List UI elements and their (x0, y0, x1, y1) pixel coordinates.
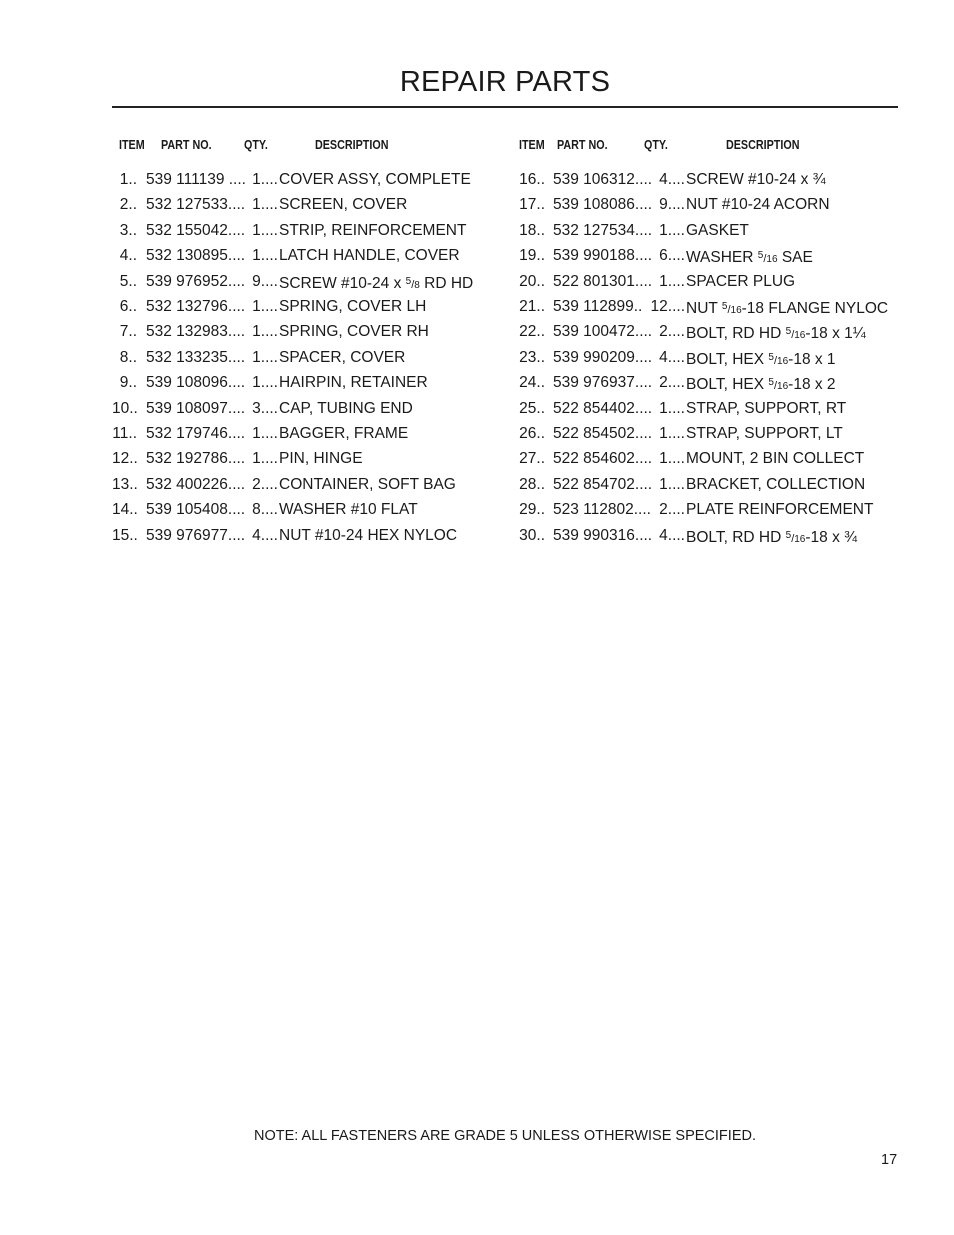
part-number: 539 108096.... (146, 374, 246, 392)
item-number: 29.. (519, 501, 545, 519)
part-number: 522 854602.... (553, 450, 653, 468)
item-number: 25.. (519, 399, 545, 417)
fraction-slash: / (773, 354, 778, 367)
part-number: 522 854402.... (553, 399, 653, 417)
page-number: 17 (881, 1152, 898, 1168)
description (686, 296, 888, 322)
quantity: 1.... (252, 221, 278, 239)
item-number: 27.. (519, 450, 545, 468)
item-number: 11.. (112, 425, 137, 442)
header-description: DESCRIPTION (726, 138, 800, 152)
quantity: 4.... (659, 526, 685, 544)
description: LATCH HANDLE, COVER (279, 247, 460, 265)
header-part-no: PART NO. (161, 138, 212, 152)
fraction-slash: / (773, 380, 778, 393)
description-text: -18 FLANGE NYLOC (741, 300, 889, 317)
quantity: 8.... (252, 501, 278, 519)
item-number: 18.. (519, 221, 545, 239)
item-number: 4.. (119, 247, 137, 265)
description (279, 271, 473, 297)
part-number: 522 801301.... (553, 272, 653, 290)
quantity: 1.... (252, 348, 278, 366)
fraction-denominator: 16 (766, 254, 778, 266)
part-number: 539 108086.... (553, 196, 653, 214)
description (686, 245, 813, 271)
part-number: 539 976977.... (146, 526, 246, 544)
fraction-slash: / (411, 278, 415, 291)
quantity: 1.... (659, 425, 685, 442)
quantity: 1.... (659, 475, 685, 493)
fraction-slash: / (727, 304, 731, 316)
fraction-denominator: 16 (794, 533, 806, 545)
quantity: 2.... (659, 501, 685, 519)
description: SPRING, COVER LH (279, 298, 427, 315)
description-text: WASHER (686, 249, 758, 267)
part-number: 539 990188.... (553, 247, 653, 265)
part-number: 522 854702.... (553, 475, 653, 493)
fraction (406, 275, 420, 292)
description-text: -18 x ¾ (805, 528, 858, 546)
fraction (768, 376, 788, 393)
description: SCREW #10-24 x ¾ (686, 171, 826, 188)
part-number: 539 108097.... (146, 399, 246, 417)
description-text: SCREW #10-24 x (279, 274, 406, 292)
description: NUT #10-24 HEX NYLOC (279, 526, 458, 544)
quantity: 3.... (252, 399, 278, 417)
header-part-no: PART NO. (557, 138, 608, 152)
fraction (786, 325, 806, 342)
part-number: 532 400226.... (146, 475, 246, 493)
quantity: 1.... (659, 450, 685, 468)
item-number: 7.. (119, 323, 137, 341)
description: STRIP, REINFORCEMENT (279, 221, 467, 239)
description: HAIRPIN, RETAINER (279, 374, 428, 392)
item-number: 1.. (119, 171, 137, 188)
description: NUT #10-24 ACORN (686, 196, 830, 214)
description: BRACKET, COLLECTION (686, 475, 866, 493)
description: PIN, HINGE (279, 450, 363, 468)
fraction-slash: / (791, 329, 795, 342)
quantity: 6.... (659, 247, 685, 265)
fraction (768, 351, 788, 368)
description: MOUNT, 2 BIN COLLECT (686, 450, 865, 468)
quantity: 1.... (659, 221, 685, 239)
part-number: 532 192786.... (146, 450, 246, 468)
description-text: RD HD (419, 274, 474, 292)
description: CAP, TUBING END (279, 399, 413, 417)
description (686, 347, 836, 373)
item-number: 12.. (112, 450, 138, 468)
item-number: 20.. (519, 272, 545, 290)
item-number: 5.. (119, 272, 137, 290)
description (686, 321, 866, 347)
fraction-numerator: 5 (768, 351, 774, 363)
part-number: 539 106312.... (553, 171, 653, 188)
item-number: 21.. (519, 298, 545, 315)
header-qty: QTY. (244, 138, 268, 152)
fraction-numerator: 5 (785, 326, 792, 338)
description: WASHER #10 FLAT (279, 501, 418, 519)
quantity: 1.... (252, 374, 278, 392)
description: SPACER, COVER (279, 348, 406, 366)
part-number: 539 990209.... (553, 348, 653, 366)
description-text: -18 x 2 (788, 376, 836, 394)
item-number: 3.. (119, 221, 137, 239)
description: SPRING, COVER RH (279, 323, 429, 341)
fraction (786, 529, 806, 546)
part-number: 532 132983.... (146, 323, 246, 341)
quantity: 9.... (659, 196, 685, 214)
quantity: 1.... (252, 323, 278, 341)
quantity: 1.... (252, 298, 278, 315)
item-number: 15.. (112, 526, 138, 544)
quantity: 4.... (659, 348, 685, 366)
header-qty: QTY. (644, 138, 668, 152)
part-number: 539 976952.... (146, 272, 246, 290)
part-number: 532 127534.... (553, 221, 653, 239)
fraction-numerator: 5 (785, 529, 792, 541)
description: CONTAINER, SOFT BAG (279, 475, 456, 493)
fraction-denominator: 16 (730, 305, 742, 316)
item-number: 28.. (519, 475, 545, 493)
part-number: 523 112802.... (553, 501, 651, 519)
item-number: 23.. (519, 348, 545, 366)
item-number: 17.. (519, 196, 545, 214)
fraction-denominator: 8 (414, 279, 420, 291)
description: SCREEN, COVER (279, 196, 408, 214)
item-number: 2.. (119, 196, 137, 214)
description: SPACER PLUG (686, 272, 796, 290)
description: STRAP, SUPPORT, RT (686, 399, 847, 417)
description: BAGGER, FRAME (279, 425, 409, 442)
fraction-numerator: 5 (721, 301, 728, 312)
description: PLATE REINFORCEMENT (686, 501, 874, 519)
description-text: BOLT, RD HD (686, 325, 786, 343)
part-number: 532 127533.... (146, 196, 246, 214)
quantity: 2.... (659, 374, 685, 392)
part-number: 532 155042.... (146, 221, 246, 239)
header-item: ITEM (519, 138, 545, 152)
part-number: 539 112899.. (553, 298, 643, 315)
title-divider (112, 106, 898, 108)
quantity: 2.... (659, 323, 685, 341)
item-number: 19.. (519, 247, 545, 265)
description-text: NUT (686, 300, 722, 317)
quantity: 1.... (659, 399, 685, 417)
description (686, 525, 857, 551)
item-number: 9.. (119, 374, 137, 392)
fraction-slash: / (763, 253, 767, 266)
header-description: DESCRIPTION (315, 138, 389, 152)
fraction (722, 300, 742, 317)
header-item: ITEM (119, 138, 145, 152)
fraction-numerator: 5 (405, 275, 412, 287)
description: COVER ASSY, COMPLETE (279, 171, 471, 188)
fraction-slash: / (791, 532, 795, 545)
quantity: 12.... (650, 298, 685, 315)
part-number: 539 100472.... (553, 323, 653, 341)
part-number: 532 132796.... (146, 298, 246, 315)
quantity: 1.... (252, 171, 278, 188)
part-number: 522 854502.... (553, 425, 653, 442)
part-number: 532 179746.... (146, 425, 246, 442)
description-text: BOLT, HEX (686, 350, 769, 368)
page-title: REPAIR PARTS (399, 66, 611, 98)
item-number: 8.. (119, 348, 137, 366)
quantity: 1.... (659, 272, 685, 290)
description-text: SAE (777, 249, 813, 267)
item-number: 14.. (112, 501, 138, 519)
item-number: 26.. (519, 425, 545, 442)
quantity: 1.... (252, 247, 278, 265)
item-number: 24.. (519, 374, 545, 392)
description: STRAP, SUPPORT, LT (686, 425, 843, 442)
fraction-numerator: 5 (768, 377, 774, 389)
description-text: BOLT, RD HD (686, 528, 786, 546)
quantity: 1.... (252, 450, 278, 468)
part-number: 539 976937.... (553, 374, 653, 392)
description-text: -18 x 1 (788, 350, 836, 368)
description-text: BOLT, HEX (686, 376, 769, 394)
part-number: 539 105408.... (146, 501, 246, 519)
item-number: 13.. (112, 475, 138, 493)
item-number: 30.. (519, 526, 545, 544)
part-number: 532 133235.... (146, 348, 246, 366)
fraction-denominator: 16 (794, 330, 806, 342)
item-number: 10.. (112, 399, 138, 417)
quantity: 2.... (252, 475, 278, 493)
fastener-note: NOTE: ALL FASTENERS ARE GRADE 5 UNLESS OTHERWISE SPECIFIED. (254, 1128, 756, 1144)
item-number: 22.. (519, 323, 545, 341)
item-number: 6.. (119, 298, 137, 315)
quantity: 4.... (659, 171, 685, 188)
quantity: 4.... (252, 526, 278, 544)
part-number: 539 111139 .... (146, 171, 246, 188)
item-number: 16.. (519, 171, 545, 188)
quantity: 1.... (252, 425, 278, 442)
part-number: 532 130895.... (146, 247, 246, 265)
description (686, 372, 836, 398)
fraction (758, 249, 778, 266)
quantity: 1.... (252, 196, 278, 214)
quantity: 9.... (252, 272, 278, 290)
description-text: -18 x 1¼ (805, 325, 866, 343)
fraction-denominator: 16 (777, 381, 789, 393)
fraction-denominator: 16 (777, 355, 789, 367)
fraction-numerator: 5 (757, 250, 764, 262)
part-number: 539 990316.... (553, 526, 653, 544)
description: GASKET (686, 221, 749, 239)
